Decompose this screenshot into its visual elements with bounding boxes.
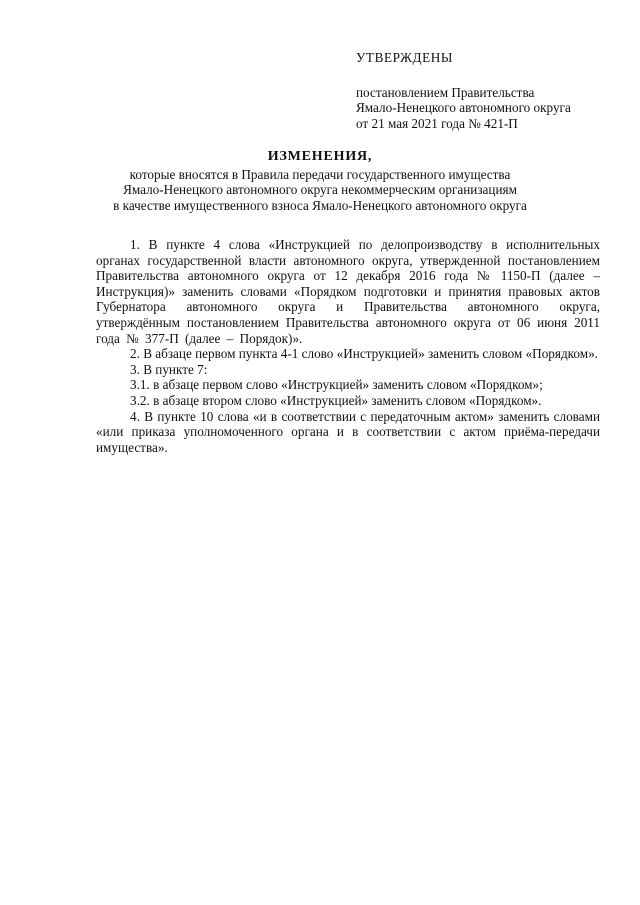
paragraph-1: 1. В пункте 4 слова «Инструкцией по делопроизводству в исполнительных органах государственной власти автономного округа, утвержденной постановлением Правительства автономного округа от 12 декабря 2016 года № 1150-П (далее – Инструкция)» заменить словами «Порядком подготовки и принятия правовых актов Губернатора автономного округа и Правительства автономного округа, утверждённым постановлением Правительства автономного округа от 06 июня 2011 года № 377-П (далее – Порядок)». <box>96 237 600 346</box>
paragraph-3-1: 3.1. в абзаце первом слово «Инструкцией» заменить словом «Порядком»; <box>130 377 543 393</box>
title-line-1: которые вносятся в Правила передачи государственного имущества <box>129 166 511 182</box>
document-title <box>40 149 600 213</box>
paragraph-3-2: 3.2. в абзаце втором слово «Инструкцией» заменить словом «Порядком». <box>130 392 542 408</box>
approval-line-3: от 21 мая 2021 года № 421-П <box>356 115 518 131</box>
paragraph-3: 3. В пункте 7: <box>130 361 208 377</box>
title-heading: ИЗМЕНЕНИЯ, <box>267 149 373 164</box>
paragraph-2: 2. В абзаце первом пункта 4-1 слово «Инструкцией» заменить словом «Порядком». <box>130 346 598 362</box>
approval-line-1: постановлением Правительства <box>356 84 535 100</box>
approved-label: УТВЕРЖДЕНЫ <box>356 50 454 65</box>
paragraph-4: 4. В пункте 10 слова «и в соответствии с передаточным актом» заменить словами «или приказа уполномоченного органа и в соответствии с актом приёма-передачи имущества». <box>96 408 600 455</box>
approval-line-2: Ямало-Ненецкого автономного округа <box>356 100 571 115</box>
approval-stamp <box>356 50 616 131</box>
document-body <box>96 237 600 455</box>
title-line-3: в качестве имущественного взноса Ямало-Ненецкого автономного округа <box>113 197 527 213</box>
title-line-2: Ямало-Ненецкого автономного округа некоммерческим организациям <box>123 182 517 197</box>
